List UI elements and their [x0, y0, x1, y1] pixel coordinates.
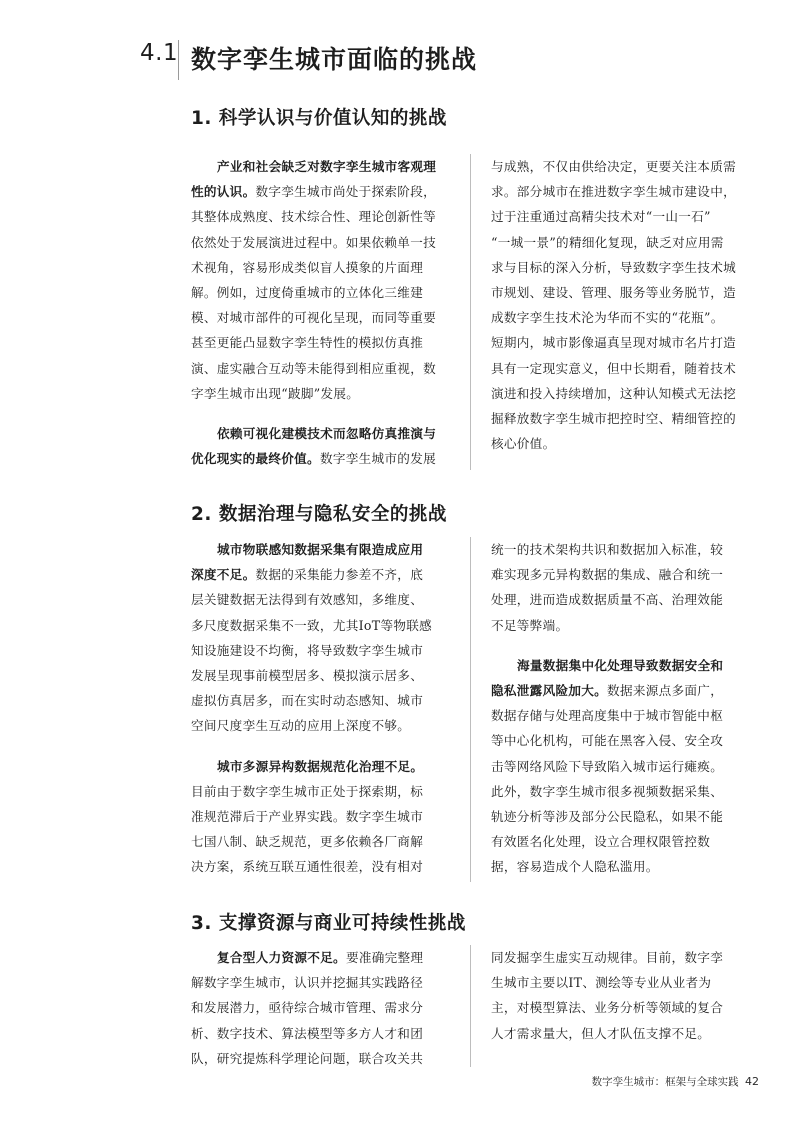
paragraph-line: 短期内，城市影像逼真呈现对城市名片打造: [491, 335, 736, 351]
chapter-divider: [178, 40, 179, 80]
section-3-right-column: [491, 945, 751, 1046]
paragraph-line: 等中心化机构，可能在黑客入侵、安全攻: [491, 733, 724, 749]
body-paragraph: [191, 154, 451, 406]
paragraph-line: 发展呈现事前模型居多、模拟演示居多、: [191, 668, 424, 684]
paragraph-line: 解数字孪生城市，认识并挖掘其实践路径: [191, 975, 424, 991]
section-1-right-column: [491, 154, 751, 456]
paragraph-line: 处理，进而造成数据质量不高、治理效能: [491, 592, 724, 608]
section-1-left-column: [191, 154, 451, 471]
paragraph-line: 多尺度数据采集不一致，尤其IoT等物联感: [191, 617, 433, 633]
paragraph-line: 有效匿名化处理，设立合理权限管控数: [491, 834, 711, 850]
paragraph-line: 成数字孪生技术沦为华而不实的“花瓶”。: [491, 310, 724, 326]
lead-in-bold-text: 性的认识。: [191, 184, 256, 200]
paragraph-line: 目前由于数字孪生城市正处于探索期，标: [191, 783, 424, 799]
body-paragraph: [191, 945, 451, 1071]
paragraph-line: [191, 754, 451, 779]
paragraph-line: [191, 537, 451, 562]
paragraph-line: 主，对模型算法、业务分析等领域的复合: [491, 1000, 724, 1016]
paragraph-line: 同发掘孪生虚实互动规律。目前，数字孪: [491, 950, 724, 965]
section-heading-2: 2. 数据治理与隐私安全的挑战: [191, 504, 447, 525]
body-paragraph: [191, 537, 451, 739]
paragraph-line: 核心价值。: [491, 436, 556, 452]
body-paragraph: [491, 154, 751, 456]
lead-in-bold-text: 优化现实的最终价值。: [191, 451, 320, 467]
paragraph-line: 复合型人力资源不足。要准确完整理: [217, 950, 424, 965]
paragraph-line: 击等网络风险下导致陷入城市运行瘫痪。: [491, 758, 724, 774]
paragraph-line: 甚至更能凸显数字孪生特性的模拟仿真推: [191, 335, 424, 351]
page-number: 42: [745, 1075, 759, 1088]
paragraph-line: 决方案，系统互联互通性很差，没有相对: [191, 859, 424, 875]
paragraph-line: 演进和投入持续增加，这种认知模式无法挖: [491, 385, 736, 401]
paragraph-line: 字孪生城市出现“跛脚”发展。: [191, 385, 360, 401]
body-paragraph: [191, 421, 451, 471]
paragraph-line: 依然处于发展演进过程中。如果依赖单一技: [191, 234, 436, 250]
paragraph-line: 数据存储与处理高度集中于城市智能中枢: [491, 708, 724, 724]
paragraph-line: 深度不足。数据的采集能力参差不齐，底: [191, 567, 424, 583]
chapter-number: 4.1: [140, 40, 179, 66]
paragraph-line: 具有一定现实意义，但中长期看，随着技术: [491, 360, 736, 376]
paragraph-line: “一城一景”的精细化复现，缺乏对应用需: [491, 234, 724, 250]
paragraph-line: 不足等弊端。: [491, 617, 569, 633]
section-2-right-column: [491, 537, 751, 880]
paragraph-line: 求与目标的深入分析，导致数字孪生技术城: [491, 259, 736, 275]
paragraph-line: 性的认识。数字孪生城市尚处于探索阶段，: [191, 184, 436, 200]
lead-in-bold-text: 产业和社会缺乏对数字孪生城市客观理: [217, 159, 437, 174]
column-divider-3: [470, 945, 471, 1067]
paragraph-line: 解。例如，过度倚重城市的立体化三维建: [191, 285, 424, 301]
section-heading-3: 3. 支撑资源与商业可持续性挑战: [191, 913, 466, 934]
chapter-title: 数字孪生城市面临的挑战: [191, 45, 478, 74]
paragraph-line: 和发展潜力，亟待综合城市管理、需求分: [191, 1000, 424, 1016]
paragraph-line: 此外，数字孪生城市很多视频数据采集、: [491, 783, 724, 799]
paragraph-line: 析、数字技术、算法模型等多方人才和团: [191, 1025, 424, 1041]
paragraph-line: 与成熟，不仅由供给决定，更要关注本质需: [491, 159, 736, 174]
lead-in-bold-text: 城市物联感知数据采集有限造成应用: [217, 542, 424, 557]
section-heading-1: 1. 科学认识与价值认知的挑战: [191, 108, 447, 129]
body-paragraph: [491, 945, 751, 1046]
paragraph-line: 知设施建设不均衡，将导致数字孪生城市: [191, 642, 424, 658]
paragraph-line: 市规划、建设、管理、服务等业务脱节，造: [491, 285, 736, 301]
body-paragraph: [491, 653, 751, 880]
paragraph-line: 生城市主要以IT、测绘等专业从业者为: [491, 975, 712, 991]
lead-in-bold-text: 海量数据集中化处理导致数据安全和: [517, 657, 724, 673]
paragraph-line: 演、虚实融合互动等未能得到相应重视，数: [191, 360, 436, 376]
paragraph-line: 术视角，容易形成类似盲人摸象的片面理: [191, 259, 424, 275]
lead-in-bold-text: 城市多源异构数据规范化治理不足。: [217, 758, 424, 774]
paragraph-line: 求。部分城市在推进数字孪生城市建设中，: [491, 184, 736, 200]
column-divider-2: [470, 537, 471, 882]
paragraph-line: [191, 154, 451, 179]
paragraph-line: 据，容易造成个人隐私滥用。: [491, 859, 659, 875]
paragraph-line: 隐私泄露风险加大。数据来源点多面广，: [491, 683, 724, 699]
paragraph-line: 难实现多元异构数据的集成、融合和统一: [491, 567, 724, 583]
column-divider-1: [470, 154, 471, 470]
paragraph-line: 虚拟仿真居多，而在实时动态感知、城市: [191, 693, 424, 709]
paragraph-line: 过于注重通过高精尖技术对“一山一石”: [491, 209, 711, 225]
section-2-left-column: [191, 537, 451, 880]
paragraph-line: 队，研究提炼科学理论问题，联合攻关共: [191, 1050, 424, 1066]
paragraph-line: 统一的技术架构共识和数据加入标准，较: [491, 542, 724, 557]
paragraph-line: 七国八制、缺乏规范，更多依赖各厂商解: [191, 834, 424, 850]
paragraph-line: [491, 653, 751, 678]
lead-in-bold-text: 复合型人力资源不足。: [217, 950, 346, 965]
footer-book-title: 数字孪生城市：框架与全球实践: [591, 1076, 739, 1088]
paragraph-line: 人才需求量大，但人才队伍支撑不足。: [491, 1025, 711, 1041]
paragraph-line: 掘释放数字孪生城市把控时空、精细管控的: [491, 411, 736, 427]
lead-in-bold-text: 隐私泄露风险加大。: [491, 683, 608, 699]
paragraph-line: 层关键数据无法得到有效感知，多维度、: [191, 592, 424, 608]
lead-in-bold-text: 依赖可视化建模技术而忽略仿真推演与: [217, 426, 437, 442]
paragraph-line: 准规范滞后于产业界实践。数字孪生城市: [191, 809, 424, 825]
paragraph-line: 空间尺度孪生互动的应用上深度不够。: [191, 718, 411, 734]
paragraph-line: 轨迹分析等涉及部分公民隐私，如果不能: [491, 809, 724, 825]
paragraph-line: 模、对城市部件的可视化呈现，而同等重要: [191, 310, 436, 326]
paragraph-line: 其整体成熟度、技术综合性、理论创新性等: [191, 209, 436, 225]
paragraph-line: 优化现实的最终价值。数字孪生城市的发展: [191, 451, 436, 467]
body-paragraph: [191, 754, 451, 880]
lead-in-bold-text: 深度不足。: [191, 567, 256, 583]
page-footer: [592, 1074, 759, 1089]
body-paragraph: [491, 537, 751, 638]
section-3-left-column: [191, 945, 451, 1071]
paragraph-line: [191, 421, 451, 446]
